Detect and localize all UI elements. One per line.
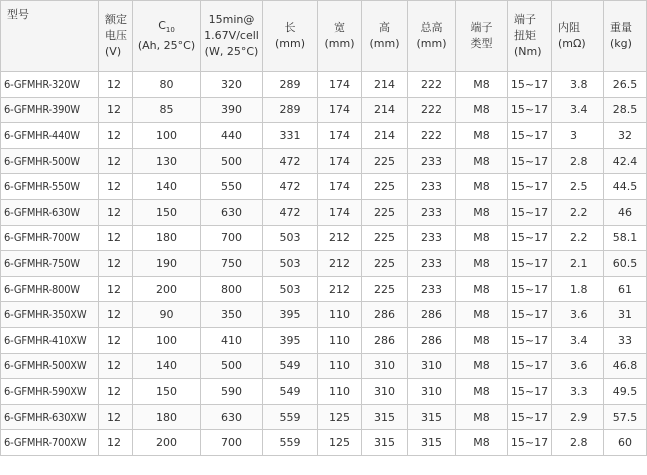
header-rated-voltage-line1: 额定: [105, 13, 127, 26]
cell-terminal-type: M8: [456, 123, 508, 149]
cell-total-height: 310: [408, 379, 456, 405]
cell-height: 286: [362, 327, 408, 353]
cell-width: 110: [318, 353, 362, 379]
cell-terminal-torque: 15~17: [508, 327, 552, 353]
cell-model: 6-GFMHR-320W: [1, 72, 99, 98]
cell-terminal-torque: 15~17: [508, 430, 552, 456]
cell-internal-resistance: 2.2: [552, 225, 604, 251]
cell-weight: 60: [604, 430, 647, 456]
cell-width: 125: [318, 430, 362, 456]
cell-width: 174: [318, 97, 362, 123]
cell-model: 6-GFMHR-630W: [1, 199, 99, 225]
header-terminal-type-line1: 端子: [470, 21, 493, 34]
cell-capacity: 140: [133, 174, 201, 200]
header-terminal-torque-unit: (Nm): [514, 45, 542, 58]
header-height-unit: (mm): [369, 37, 400, 50]
cell-width: 174: [318, 199, 362, 225]
cell-terminal-type: M8: [456, 225, 508, 251]
cell-rated-voltage: 12: [99, 430, 133, 456]
cell-terminal-torque: 15~17: [508, 379, 552, 405]
cell-capacity: 80: [133, 72, 201, 98]
table-row: [1, 302, 647, 328]
cell-terminal-type: M8: [456, 276, 508, 302]
cell-capacity: 85: [133, 97, 201, 123]
cell-weight: 57.5: [604, 404, 647, 430]
cell-weight: 33: [604, 327, 647, 353]
cell-length: 289: [263, 72, 318, 98]
cell-capacity: 100: [133, 123, 201, 149]
cell-width: 174: [318, 123, 362, 149]
table-row: [1, 97, 647, 123]
cell-rated-voltage: 12: [99, 199, 133, 225]
cell-rated-voltage: 12: [99, 404, 133, 430]
cell-length: 395: [263, 302, 318, 328]
header-terminal-type: [456, 1, 508, 72]
cell-terminal-torque: 15~17: [508, 199, 552, 225]
header-total-height-unit: (mm): [416, 37, 447, 50]
header-width-unit: (mm): [324, 37, 355, 50]
header-power-line2: 1.67V/cell: [204, 29, 259, 42]
cell-height: 225: [362, 225, 408, 251]
header-capacity: [133, 1, 201, 72]
header-internal-resistance-unit: (mΩ): [558, 37, 586, 50]
cell-power: 440: [201, 123, 263, 149]
cell-rated-voltage: 12: [99, 72, 133, 98]
cell-total-height: 233: [408, 276, 456, 302]
table-header: [1, 1, 647, 72]
cell-total-height: 233: [408, 199, 456, 225]
table-row: [1, 72, 647, 98]
table-row: [1, 379, 647, 405]
cell-rated-voltage: 12: [99, 251, 133, 277]
cell-capacity: 190: [133, 251, 201, 277]
cell-length: 395: [263, 327, 318, 353]
table-row: [1, 199, 647, 225]
header-capacity-subscript: 10: [165, 26, 175, 35]
table-row: [1, 174, 647, 200]
cell-weight: 31: [604, 302, 647, 328]
table-row: [1, 225, 647, 251]
cell-height: 225: [362, 251, 408, 277]
cell-width: 174: [318, 174, 362, 200]
cell-terminal-type: M8: [456, 174, 508, 200]
cell-power: 750: [201, 251, 263, 277]
cell-terminal-torque: 15~17: [508, 97, 552, 123]
cell-weight: 28.5: [604, 97, 647, 123]
header-height: [362, 1, 408, 72]
cell-width: 212: [318, 251, 362, 277]
cell-height: 214: [362, 123, 408, 149]
cell-internal-resistance: 2.2: [552, 199, 604, 225]
cell-internal-resistance: 2.1: [552, 251, 604, 277]
cell-terminal-type: M8: [456, 379, 508, 405]
cell-total-height: 315: [408, 430, 456, 456]
cell-rated-voltage: 12: [99, 353, 133, 379]
header-internal-resistance: [552, 1, 604, 72]
cell-height: 315: [362, 404, 408, 430]
cell-total-height: 222: [408, 72, 456, 98]
cell-total-height: 315: [408, 404, 456, 430]
cell-weight: 42.4: [604, 148, 647, 174]
cell-power: 350: [201, 302, 263, 328]
cell-height: 286: [362, 302, 408, 328]
cell-terminal-torque: 15~17: [508, 123, 552, 149]
cell-model: 6-GFMHR-550W: [1, 174, 99, 200]
cell-capacity: 180: [133, 225, 201, 251]
cell-width: 110: [318, 379, 362, 405]
cell-width: 212: [318, 276, 362, 302]
cell-total-height: 222: [408, 123, 456, 149]
cell-internal-resistance: 2.5: [552, 174, 604, 200]
cell-weight: 60.5: [604, 251, 647, 277]
header-power: [201, 1, 263, 72]
cell-length: 549: [263, 379, 318, 405]
cell-terminal-torque: 15~17: [508, 276, 552, 302]
cell-capacity: 140: [133, 353, 201, 379]
cell-total-height: 233: [408, 225, 456, 251]
header-rated-voltage-line2: 电压: [105, 29, 127, 42]
table-row: [1, 430, 647, 456]
header-terminal-type-line2: 类型: [470, 37, 493, 50]
table-row: [1, 123, 647, 149]
cell-model: 6-GFMHR-750W: [1, 251, 99, 277]
cell-rated-voltage: 12: [99, 174, 133, 200]
cell-rated-voltage: 12: [99, 148, 133, 174]
cell-power: 630: [201, 404, 263, 430]
cell-model: 6-GFMHR-500XW: [1, 353, 99, 379]
cell-power: 410: [201, 327, 263, 353]
cell-power: 500: [201, 353, 263, 379]
cell-total-height: 233: [408, 148, 456, 174]
cell-height: 310: [362, 353, 408, 379]
header-model: [1, 1, 99, 72]
cell-terminal-torque: 15~17: [508, 353, 552, 379]
cell-rated-voltage: 12: [99, 379, 133, 405]
cell-model: 6-GFMHR-440W: [1, 123, 99, 149]
table-row: [1, 251, 647, 277]
table-row: [1, 276, 647, 302]
cell-capacity: 100: [133, 327, 201, 353]
cell-model: 6-GFMHR-590XW: [1, 379, 99, 405]
cell-terminal-torque: 15~17: [508, 148, 552, 174]
cell-terminal-torque: 15~17: [508, 251, 552, 277]
header-terminal-torque-line2: 扭矩: [514, 29, 536, 42]
cell-internal-resistance: 3.3: [552, 379, 604, 405]
cell-length: 472: [263, 148, 318, 174]
cell-terminal-type: M8: [456, 72, 508, 98]
cell-length: 289: [263, 97, 318, 123]
header-total-height-label: 总高: [420, 21, 443, 34]
cell-length: 503: [263, 276, 318, 302]
cell-width: 174: [318, 148, 362, 174]
cell-rated-voltage: 12: [99, 123, 133, 149]
header-capacity-line1: [133, 18, 200, 38]
cell-total-height: 233: [408, 251, 456, 277]
cell-length: 503: [263, 225, 318, 251]
cell-total-height: 310: [408, 353, 456, 379]
cell-terminal-type: M8: [456, 327, 508, 353]
header-model-label: 型号: [7, 8, 29, 21]
cell-height: 225: [362, 148, 408, 174]
cell-height: 310: [362, 379, 408, 405]
cell-power: 700: [201, 225, 263, 251]
cell-height: 315: [362, 430, 408, 456]
cell-model: 6-GFMHR-630XW: [1, 404, 99, 430]
header-height-label: 高: [379, 21, 390, 34]
cell-terminal-torque: 15~17: [508, 225, 552, 251]
cell-internal-resistance: 2.8: [552, 148, 604, 174]
header-total-height: [408, 1, 456, 72]
cell-internal-resistance: 2.9: [552, 404, 604, 430]
table-row: [1, 327, 647, 353]
cell-terminal-torque: 15~17: [508, 174, 552, 200]
header-length: [263, 1, 318, 72]
header-power-unit: (W, 25°C): [204, 45, 259, 58]
cell-terminal-type: M8: [456, 353, 508, 379]
header-capacity-unit: (Ah, 25°C): [137, 39, 196, 53]
cell-terminal-torque: 15~17: [508, 404, 552, 430]
cell-width: 212: [318, 225, 362, 251]
cell-total-height: 222: [408, 97, 456, 123]
cell-internal-resistance: 3.6: [552, 302, 604, 328]
table-body: [1, 72, 647, 456]
cell-capacity: 90: [133, 302, 201, 328]
header-length-unit: (mm): [274, 37, 305, 50]
cell-model: 6-GFMHR-390W: [1, 97, 99, 123]
cell-rated-voltage: 12: [99, 225, 133, 251]
cell-capacity: 150: [133, 379, 201, 405]
cell-width: 174: [318, 72, 362, 98]
cell-internal-resistance: 3.8: [552, 72, 604, 98]
cell-height: 225: [362, 276, 408, 302]
cell-model: 6-GFMHR-500W: [1, 148, 99, 174]
cell-weight: 32: [604, 123, 647, 149]
header-internal-resistance-label: 内阻: [558, 21, 580, 34]
cell-terminal-torque: 15~17: [508, 302, 552, 328]
cell-power: 800: [201, 276, 263, 302]
cell-terminal-type: M8: [456, 404, 508, 430]
cell-length: 472: [263, 199, 318, 225]
header-capacity-symbol: C: [158, 18, 166, 32]
cell-weight: 46: [604, 199, 647, 225]
cell-height: 214: [362, 72, 408, 98]
cell-total-height: 233: [408, 174, 456, 200]
cell-height: 225: [362, 174, 408, 200]
header-weight: [604, 1, 647, 72]
table-row: [1, 404, 647, 430]
cell-rated-voltage: 12: [99, 97, 133, 123]
cell-power: 320: [201, 72, 263, 98]
cell-model: 6-GFMHR-700W: [1, 225, 99, 251]
cell-power: 700: [201, 430, 263, 456]
cell-model: 6-GFMHR-800W: [1, 276, 99, 302]
cell-weight: 49.5: [604, 379, 647, 405]
cell-height: 225: [362, 199, 408, 225]
cell-length: 503: [263, 251, 318, 277]
cell-internal-resistance: 3.4: [552, 327, 604, 353]
cell-total-height: 286: [408, 327, 456, 353]
cell-length: 331: [263, 123, 318, 149]
cell-capacity: 200: [133, 430, 201, 456]
cell-internal-resistance: 3.6: [552, 353, 604, 379]
cell-weight: 26.5: [604, 72, 647, 98]
cell-weight: 58.1: [604, 225, 647, 251]
table-row: [1, 353, 647, 379]
cell-capacity: 150: [133, 199, 201, 225]
cell-length: 472: [263, 174, 318, 200]
cell-total-height: 286: [408, 302, 456, 328]
cell-power: 390: [201, 97, 263, 123]
cell-terminal-type: M8: [456, 430, 508, 456]
cell-power: 550: [201, 174, 263, 200]
cell-internal-resistance: 3: [552, 123, 604, 149]
cell-length: 559: [263, 404, 318, 430]
cell-length: 559: [263, 430, 318, 456]
cell-model: 6-GFMHR-410XW: [1, 327, 99, 353]
cell-rated-voltage: 12: [99, 327, 133, 353]
cell-width: 125: [318, 404, 362, 430]
cell-terminal-type: M8: [456, 148, 508, 174]
header-width: [318, 1, 362, 72]
cell-terminal-type: M8: [456, 302, 508, 328]
cell-length: 549: [263, 353, 318, 379]
cell-capacity: 200: [133, 276, 201, 302]
header-rated-voltage-unit: (V): [105, 45, 122, 58]
header-rated-voltage: [99, 1, 133, 72]
header-width-label: 宽: [334, 21, 345, 34]
cell-capacity: 180: [133, 404, 201, 430]
cell-model: 6-GFMHR-350XW: [1, 302, 99, 328]
cell-power: 500: [201, 148, 263, 174]
cell-power: 630: [201, 199, 263, 225]
cell-terminal-type: M8: [456, 251, 508, 277]
cell-power: 590: [201, 379, 263, 405]
cell-terminal-type: M8: [456, 199, 508, 225]
cell-weight: 61: [604, 276, 647, 302]
cell-model: 6-GFMHR-700XW: [1, 430, 99, 456]
header-power-line1: 15min@: [208, 13, 255, 26]
header-row: [1, 1, 647, 72]
cell-terminal-type: M8: [456, 97, 508, 123]
cell-internal-resistance: 2.8: [552, 430, 604, 456]
cell-width: 110: [318, 327, 362, 353]
cell-terminal-torque: 15~17: [508, 72, 552, 98]
header-terminal-torque-line1: 端子: [514, 13, 536, 26]
cell-rated-voltage: 12: [99, 302, 133, 328]
table-row: [1, 148, 647, 174]
header-length-label: 长: [284, 21, 296, 34]
cell-weight: 46.8: [604, 353, 647, 379]
cell-rated-voltage: 12: [99, 276, 133, 302]
cell-internal-resistance: 1.8: [552, 276, 604, 302]
cell-width: 110: [318, 302, 362, 328]
cell-internal-resistance: 3.4: [552, 97, 604, 123]
cell-height: 214: [362, 97, 408, 123]
cell-capacity: 130: [133, 148, 201, 174]
header-weight-unit: (kg): [610, 37, 632, 50]
cell-weight: 44.5: [604, 174, 647, 200]
header-weight-label: 重量: [610, 21, 632, 34]
header-terminal-torque: [508, 1, 552, 72]
